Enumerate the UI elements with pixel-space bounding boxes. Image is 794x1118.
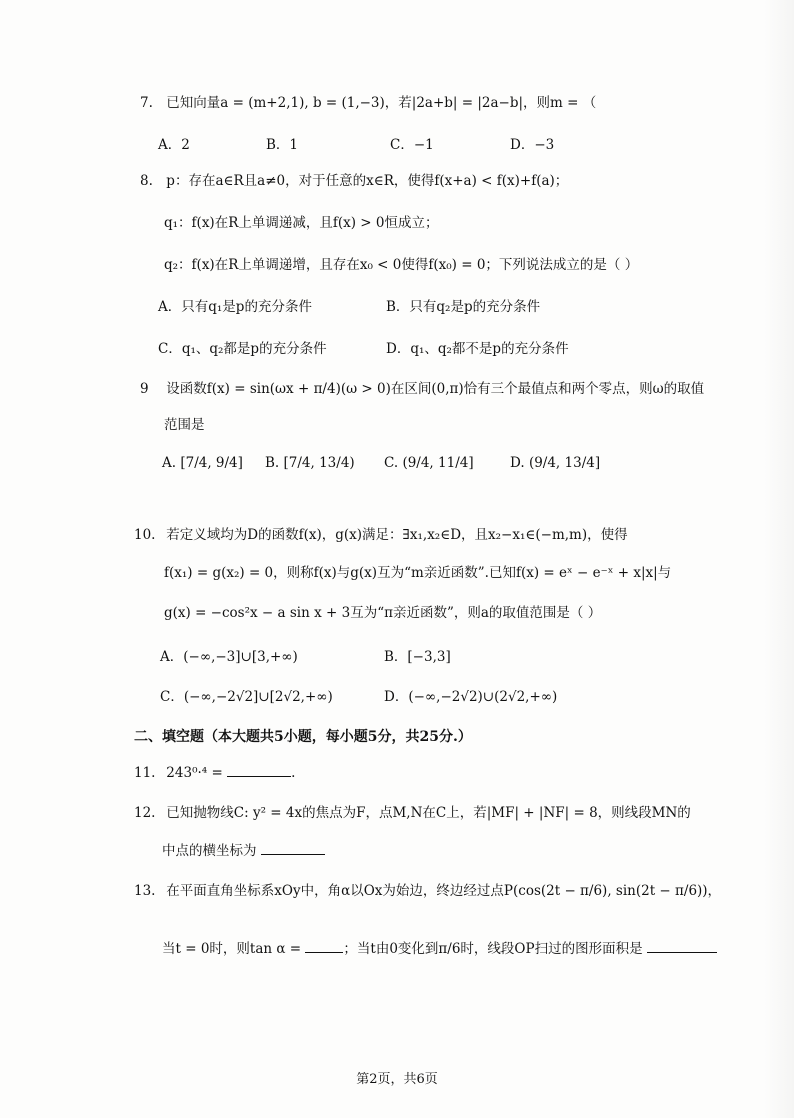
question-7-number: 7.	[140, 95, 153, 111]
question-11	[134, 762, 295, 784]
question-9-option-a	[162, 452, 243, 474]
question-11-number: 11.	[134, 765, 156, 781]
section-2-heading: 二、填空题（本大题共5小题，每小题5分，共25分.）	[134, 729, 472, 745]
question-11-expr: 243⁰·⁴ =	[166, 765, 223, 781]
question-8-option-d: D．q₁、q₂都不是p的充分条件	[386, 341, 569, 357]
question-8-number: 8.	[140, 173, 153, 189]
question-13-line2	[162, 938, 717, 960]
question-13-line1-text: 在平面直角坐标系xOy中，角α以Ox为始边，终边经过点P(cos(2t − π/6), sin(2t − π/6))，	[166, 883, 722, 899]
question-10-line3: g(x) = −cos²x − a sin x + 3互为“π亲近函数”，则a的取值范围是（ ）	[164, 605, 602, 621]
question-11-answer-blank[interactable]	[227, 762, 291, 777]
question-10-line1	[134, 524, 628, 546]
question-9-text-a: 设函数f(x) = sin	[166, 381, 270, 397]
question-13-number: 13.	[134, 883, 156, 899]
question-10-option-d: D．(−∞,−2√2)∪(2√2,+∞)	[384, 689, 558, 705]
question-11-end: .	[291, 765, 296, 781]
question-8-option-c: C．q₁、q₂都是p的充分条件	[158, 341, 327, 357]
question-10-option-c: C．(−∞,−2√2]∪[2√2,+∞)	[160, 689, 333, 705]
question-8-q1-line: q₁：f(x)在R上单调递减，且f(x) > 0恒成立；	[164, 215, 439, 231]
question-9-option-d-label: D.	[510, 455, 525, 471]
question-9-line2: 范围是	[164, 417, 205, 433]
question-7-stem	[140, 92, 596, 114]
question-12-line1-text: 已知抛物线C: y² = 4x的焦点为F，点M,N在C上，若|MF| + |NF| = 8，则线段MN的	[166, 805, 691, 821]
question-8-option-a: A．只有q₁是p的充分条件	[158, 299, 312, 315]
question-9-option-c-label: C.	[384, 455, 399, 471]
question-13-line2-b: ；当t由0变化到π/6时，线段OP扫过的图形面积是	[343, 941, 643, 957]
question-7-option-b: B．1	[266, 137, 299, 153]
question-13-line2-a: 当t = 0时，则tan α =	[162, 941, 302, 957]
question-9-text-b: (ω > 0)在区间(0,π)恰有三个最值点和两个零点，则ω的取值	[340, 381, 705, 397]
question-9-option-a-text: [7/4, 9/4]	[180, 455, 243, 471]
question-9-option-b-text: [7/4, 13/4)	[283, 455, 355, 471]
question-10-line2: f(x₁) = g(x₂) = 0，则称f(x)与g(x)互为“m亲近函数”.已知f(x) = eˣ − e⁻ˣ + x|x|与	[164, 565, 672, 581]
question-8-p-line	[140, 170, 568, 192]
question-12-number: 12.	[134, 805, 156, 821]
question-10-number: 10.	[134, 527, 156, 543]
question-9-number: 9	[140, 381, 149, 397]
question-9-stem	[140, 378, 704, 400]
question-9-option-a-label: A.	[162, 455, 177, 471]
page-footer: 第2页，共6页	[356, 1072, 438, 1087]
question-13-answer-blank-1[interactable]	[305, 938, 343, 953]
question-8-option-b: B．只有q₂是p的充分条件	[386, 299, 541, 315]
question-9-option-b	[265, 452, 355, 474]
question-10-line1-text: 若定义域均为D的函数f(x)，g(x)满足：∃x₁,x₂∈D，且x₂−x₁∈(−m,m)，使得	[166, 527, 628, 543]
question-12-answer-blank[interactable]	[261, 840, 325, 855]
question-9-option-b-label: B.	[265, 455, 280, 471]
question-7-option-c: C．−1	[390, 137, 434, 153]
question-9-option-c-text: (9/4, 11/4]	[402, 455, 474, 471]
question-10-option-a: A．(−∞,−3]∪[3,+∞)	[160, 649, 298, 665]
question-7-option-d: D．−3	[510, 137, 555, 153]
question-13-answer-blank-2[interactable]	[647, 938, 717, 953]
question-12-line1	[134, 802, 691, 824]
question-13-line1	[134, 880, 721, 902]
question-7-text: 已知向量a = (m+2,1), b = (1,−3)，若|2a+b| = |2a−b|，则m = （	[166, 95, 597, 111]
question-12-line2-text: 中点的横坐标为	[162, 843, 257, 859]
question-8-p-text: p：存在a∈R且a≠0，对于任意的x∈R，使得f(x+a) < f(x)+f(a)；	[166, 173, 569, 189]
question-8-q2-line: q₂：f(x)在R上单调递增，且存在x₀ < 0使得f(x₀) = 0；下列说法成立的是（ ）	[164, 257, 639, 273]
question-9-option-d	[510, 452, 600, 474]
question-9-paren: (ωx + π/4)	[269, 381, 341, 397]
scan-edge-shadow	[764, 0, 794, 1118]
question-9-option-d-text: (9/4, 13/4]	[528, 455, 601, 471]
question-10-option-b: B．[−3,3]	[384, 649, 451, 665]
question-9-option-c	[384, 452, 474, 474]
question-7-option-a: A．2	[158, 137, 190, 153]
question-12-line2	[162, 840, 325, 862]
